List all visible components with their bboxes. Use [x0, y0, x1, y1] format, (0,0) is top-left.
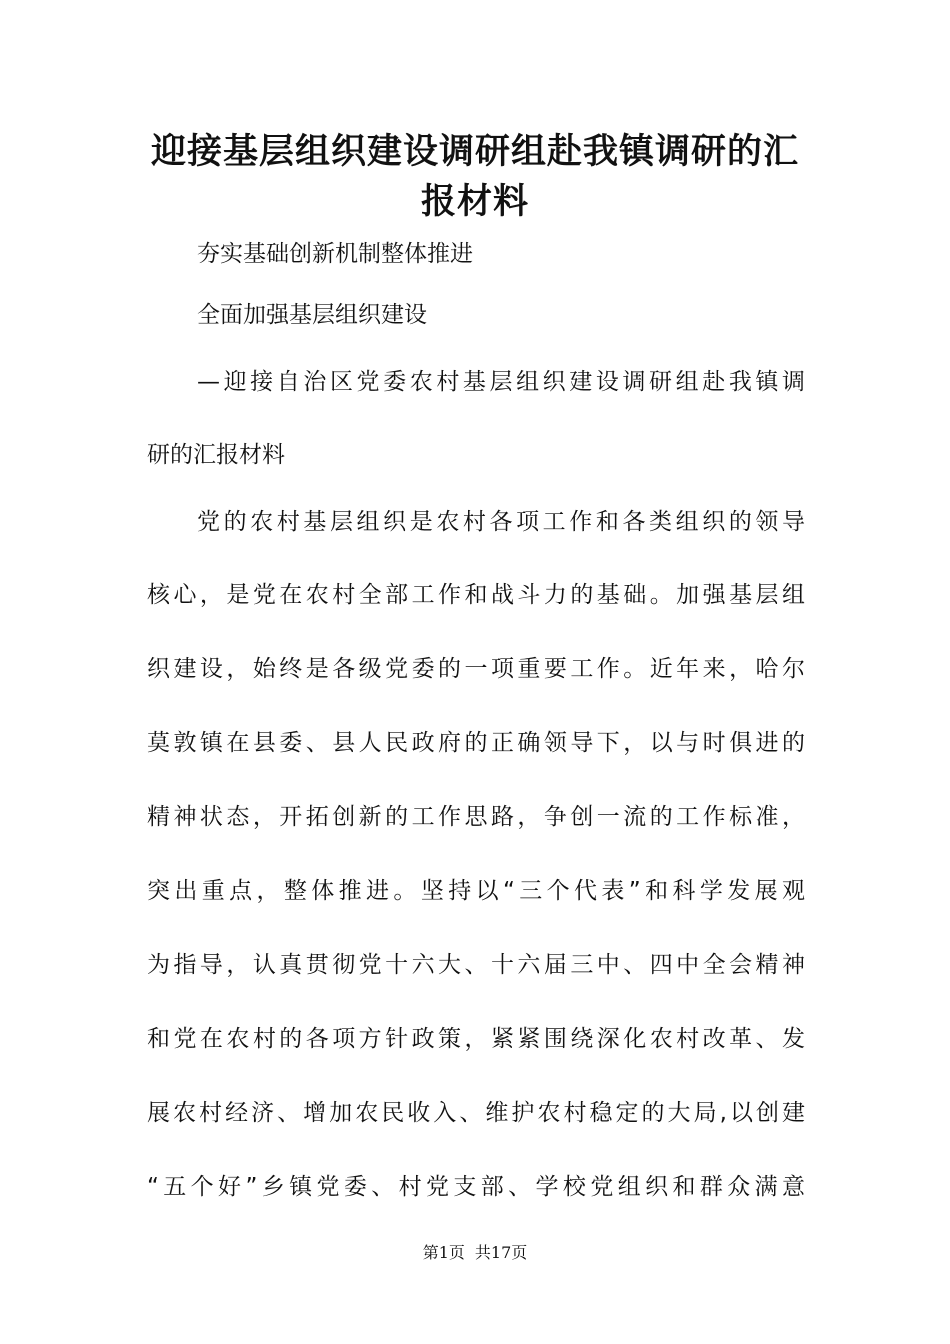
subtitle-line-3: —迎接自治区党委农村基层组织建设调研组赴我镇调: [197, 369, 805, 395]
body-line-4: 莫敦镇在县委、县人民政府的正确领导下，以与时俱进的: [147, 730, 805, 756]
body-line-8: 和党在农村的各项方针政策，紧紧围绕深化农村改革、发: [147, 1026, 805, 1052]
document-title-line-2: 报材料: [420, 181, 529, 222]
page-total: 共17页: [474, 1243, 528, 1262]
document-title-line-1: 迎接基层组织建设调研组赴我镇调研的汇: [150, 131, 799, 172]
body-line-3: 织建设，始终是各级党委的一项重要工作。近年来，哈尔: [147, 656, 805, 682]
body-line-10: “五个好”乡镇党委、村党支部、学校党组织和群众满意: [147, 1174, 805, 1200]
body-line-9: 展农村经济、增加农民收入、维护农村稳定的大局,以创建: [147, 1100, 805, 1126]
page-footer: [0, 1243, 950, 1263]
subtitle-line-1: 夯实基础创新机制整体推进: [197, 241, 473, 267]
subtitle-line-4: 研的汇报材料: [147, 442, 285, 468]
page-number: 第1页: [422, 1243, 465, 1262]
body-line-2: 核心，是党在农村全部工作和战斗力的基础。加强基层组: [147, 582, 805, 608]
body-line-5: 精神状态，开拓创新的工作思路，争创一流的工作标准，: [147, 804, 805, 830]
body-line-7: 为指导，认真贯彻党十六大、十六届三中、四中全会精神: [147, 952, 805, 978]
body-line-6: 突出重点，整体推进。坚持以“三个代表”和科学发展观: [147, 878, 805, 904]
body-line-1: 党的农村基层组织是农村各项工作和各类组织的领导: [197, 509, 805, 535]
subtitle-line-2: 全面加强基层组织建设: [197, 302, 427, 328]
